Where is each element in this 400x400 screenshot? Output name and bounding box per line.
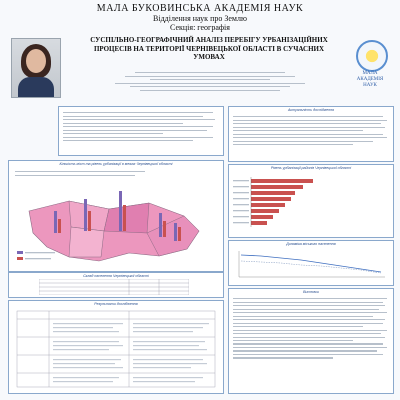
org-name: МАЛА БУКОВИНСЬКА АКАДЕМІЯ НАУК	[96, 3, 304, 14]
bar-chart-title: Рівень урбанізації районів Чернівецької області	[270, 166, 352, 170]
map-legend	[17, 251, 55, 260]
conclusions-panel	[228, 288, 394, 394]
section-name: Секція: географія	[170, 23, 230, 32]
table-panel	[8, 272, 224, 298]
map-panel	[8, 160, 224, 272]
table-title: Склад населення Чернівецької області	[83, 274, 149, 278]
sun-icon	[356, 40, 388, 72]
bar-chart-panel	[228, 164, 394, 238]
logo-text: МАЛА АКАДЕМІЯ НАУК	[356, 71, 384, 88]
results-panel	[8, 300, 224, 394]
urban-population-line-chart	[229, 241, 393, 285]
actuality-panel	[228, 106, 394, 162]
map-title: Кількість міст та рівень урбанізації в межах Чернівецької області	[59, 162, 173, 166]
division-name: Відділення наук про Землю	[153, 14, 247, 23]
actuality-title: Актуальність дослідження	[287, 108, 335, 112]
district-bar-chart	[229, 165, 393, 237]
poster-header	[0, 0, 400, 34]
author-photo	[11, 38, 61, 98]
authors-block	[110, 70, 310, 93]
results-title: Результати дослідження	[94, 302, 138, 306]
line-chart-title: Динаміка міського населення	[286, 242, 336, 246]
poster-title: СУСПІЛЬНО-ГЕОГРАФІЧНИЙ АНАЛІЗ ПЕРЕБІГУ УРБАНІЗАЦІЙНИХ ПРОЦЕСІВ НА ТЕРИТОРІЇ ЧЕРНІВЕЦЬКОЇ ОБЛАСТІ В СУЧАСНИХ УМОВАХ	[90, 36, 328, 61]
line-chart-panel	[228, 240, 394, 286]
academy-logo	[348, 38, 392, 96]
conclusions-title: Висновки	[303, 290, 319, 294]
intro-panel	[58, 106, 224, 156]
region-map	[9, 161, 223, 271]
